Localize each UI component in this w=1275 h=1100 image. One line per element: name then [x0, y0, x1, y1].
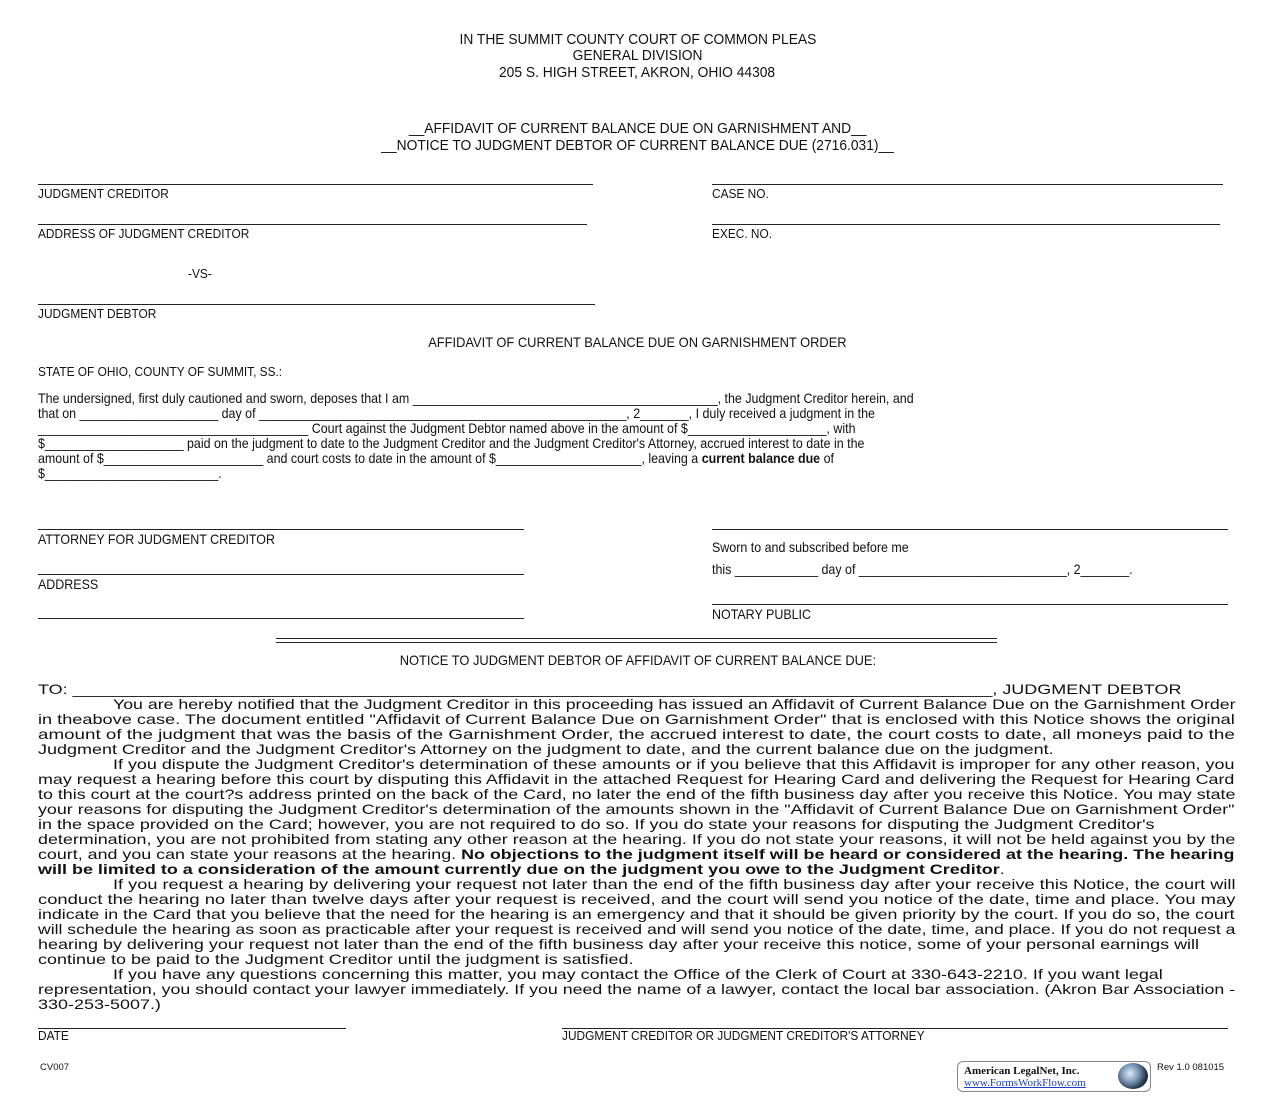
- text-line: hearing by delivering your request not later than the end of the fifth business day after your receive this notice, some of your personal earnings will: [38, 936, 1200, 952]
- vendor-link[interactable]: www.FormsWorkFlow.com: [964, 1077, 1086, 1089]
- text-line: The undersigned, first duly cautioned and sworn, deposes that I am ____________________________________________, the Judgment Creditor herein, and: [38, 390, 914, 406]
- text-line: your reasons for disputing the Judgment Creditor's determination of the amounts shown in the "Affidavit of Current Balance Due on Garnishment Order": [38, 801, 1235, 817]
- court-address: 205 S. HIGH STREET, AKRON, OHIO 44308: [499, 64, 776, 81]
- form-code: CV007: [40, 1062, 70, 1073]
- text-segment: court, and you can state your reasons at the hearing.: [38, 846, 462, 862]
- versus-label: -VS-: [188, 267, 212, 281]
- text-line: You are hereby notified that the Judgment Creditor in this proceeding has issued an Affidavit of Current Balance Due on the Garnishment Order: [113, 696, 1236, 712]
- exec-no-field[interactable]: [712, 224, 1220, 225]
- date-label: DATE: [38, 1029, 69, 1043]
- judgment-debtor-label: JUDGMENT DEBTOR: [38, 307, 157, 321]
- bold-text: No objections to the judgment itself will be heard or considered at the hearing. The hearing: [461, 846, 1235, 862]
- text-line: representation, you should contact your lawyer immediately. If you need the name of a lawyer, contact the local bar association. (Akron Bar Association -: [38, 981, 1236, 997]
- text-line: that on ____________________ day of _____________________________________________________, 2_______, I duly received a judgment in the: [38, 405, 875, 421]
- bold-text: current balance due: [701, 450, 821, 466]
- date-field[interactable]: [38, 1028, 346, 1029]
- case-no-field[interactable]: [712, 184, 1223, 185]
- text-line: _______________________________________ Court against the Judgment Debtor named above in the amount of $____________________, with: [38, 420, 856, 436]
- globe-icon: [1118, 1063, 1148, 1089]
- case-no-label: CASE NO.: [712, 187, 769, 201]
- court-division: GENERAL DIVISION: [572, 47, 703, 64]
- attorney-address-field[interactable]: [38, 574, 524, 575]
- judgment-creditor-label: JUDGMENT CREDITOR: [38, 187, 169, 201]
- divider: [276, 642, 997, 643]
- attorney-address-field-2[interactable]: [38, 618, 524, 619]
- court-name: IN THE SUMMIT COUNTY COURT OF COMMON PLEAS: [459, 31, 816, 48]
- text-line: [38, 862, 1005, 877]
- form-title-line1: __AFFIDAVIT OF CURRENT BALANCE DUE ON GARNISHMENT AND__: [408, 120, 867, 137]
- affiant-signature-field[interactable]: [712, 529, 1228, 530]
- text-line: amount of the judgment that was the basis of the Garnishment Order, the accrued interest to date, the court costs to date, all moneys paid to the: [38, 726, 1235, 742]
- text-line: TO: ____________________________________________________________________________________________, JUDGMENT DEBTOR: [38, 681, 1182, 697]
- text-segment: amount of $_______________________ and court costs to date in the amount of $_____________________, leaving a: [38, 450, 702, 466]
- judgment-debtor-field[interactable]: [38, 304, 595, 305]
- revision: Rev 1.0 081015: [1157, 1062, 1225, 1073]
- sworn-date-line[interactable]: this ____________ day of ______________________________, 2_______.: [712, 561, 1133, 577]
- text-line: will schedule the hearing as soon as practicable after your request is received and will send you notice of the date, time, and place. If you do not request a: [38, 921, 1236, 937]
- text-line: may request a hearing before this court by disputing this Affidavit in the attached Request for Hearing Card and delivering the Request for Hearing Card: [38, 771, 1235, 787]
- exec-no-label: EXEC. NO.: [712, 227, 773, 241]
- text-line: 330-253-5007.): [38, 996, 161, 1012]
- notary-label: NOTARY PUBLIC: [712, 606, 812, 622]
- text-line: Judgment Creditor and the Judgment Creditor's Attorney on the judgment to date, and the current balance due on the judgment.: [38, 741, 1054, 757]
- affidavit-heading: AFFIDAVIT OF CURRENT BALANCE DUE ON GARNISHMENT ORDER: [428, 334, 847, 350]
- text-line: continue to be paid to the Judgment Creditor until the judgment is satisfied.: [38, 951, 634, 967]
- text-line: If you dispute the Judgment Creditor's determination of these amounts or if you believe that this Affidavit is improper for any other reason, you: [113, 756, 1235, 772]
- vendor-logo: [957, 1061, 1151, 1092]
- attorney-label: ATTORNEY FOR JUDGMENT CREDITOR: [38, 531, 275, 547]
- divider: [276, 638, 997, 639]
- form-title-line2: __NOTICE TO JUDGMENT DEBTOR OF CURRENT BALANCE DUE (2716.031)__: [381, 137, 894, 154]
- vendor-name: American LegalNet, Inc.: [964, 1065, 1080, 1077]
- creditor-address-label: ADDRESS OF JUDGMENT CREDITOR: [38, 227, 250, 241]
- bold-text: will be limited to a consideration of the amount currently due on the judgment you owe to the Judgment Creditor: [38, 861, 1000, 877]
- text-line: conduct the hearing no later than twelve days after your request is received, and the court will send you notice of the date, time and place. You may: [38, 891, 1236, 907]
- text-line: $____________________ paid on the judgment to date to the Judgment Creditor and the Judgment Creditor's Attorney, accrued interest to date in the: [38, 435, 865, 451]
- text-line: determination, you are not prohibited from stating any other reason at the hearing. If you do not state your reasons, it will not be held against you by the: [38, 831, 1236, 847]
- text-line: in theabove case. The document entitled "Affidavit of Current Balance Due on Garnishment Order" that is enclosed with this Notice shows the original: [38, 711, 1235, 727]
- sworn-text: Sworn to and subscribed before me: [712, 539, 909, 555]
- text-line: [38, 847, 1234, 862]
- text-line: indicate in the Card that you believe that the need for the hearing is an emergency and that it should be given priority by the court. If you do so, the court: [38, 906, 1235, 922]
- text-line: [38, 451, 834, 466]
- attorney-signature-field[interactable]: [38, 529, 524, 530]
- text-line: in the space provided on the Card; however, you are not required to do so. If you do state your reasons for disputing the Judgment Creditor's: [38, 816, 1155, 832]
- address-label: ADDRESS: [38, 576, 99, 592]
- text-segment: .: [999, 861, 1005, 877]
- venue: STATE OF OHIO, COUNTY OF SUMMIT, SS.:: [38, 365, 283, 379]
- judgment-creditor-field[interactable]: [38, 184, 593, 185]
- creditor-address-field[interactable]: [38, 224, 587, 225]
- notice-heading: NOTICE TO JUDGMENT DEBTOR OF AFFIDAVIT OF CURRENT BALANCE DUE:: [399, 652, 876, 668]
- text-line: If you have any questions concerning this matter, you may contact the Office of the Clerk of Court at 330-643-2210. If you want legal: [113, 966, 1163, 982]
- text-line: to this court at the court?s address printed on the back of the Card, no later the end of the fifth business day after you receive this Notice. You may state: [38, 786, 1236, 802]
- text-line: If you request a hearing by delivering your request not later than the end of the fifth business day after your receive this Notice, the court will: [113, 876, 1236, 892]
- notary-signature-field[interactable]: [712, 604, 1228, 605]
- creditor-signature-label: JUDGMENT CREDITOR OR JUDGMENT CREDITOR'S ATTORNEY: [562, 1029, 925, 1043]
- text-segment: of: [820, 450, 834, 466]
- text-line: $_________________________.: [38, 465, 222, 481]
